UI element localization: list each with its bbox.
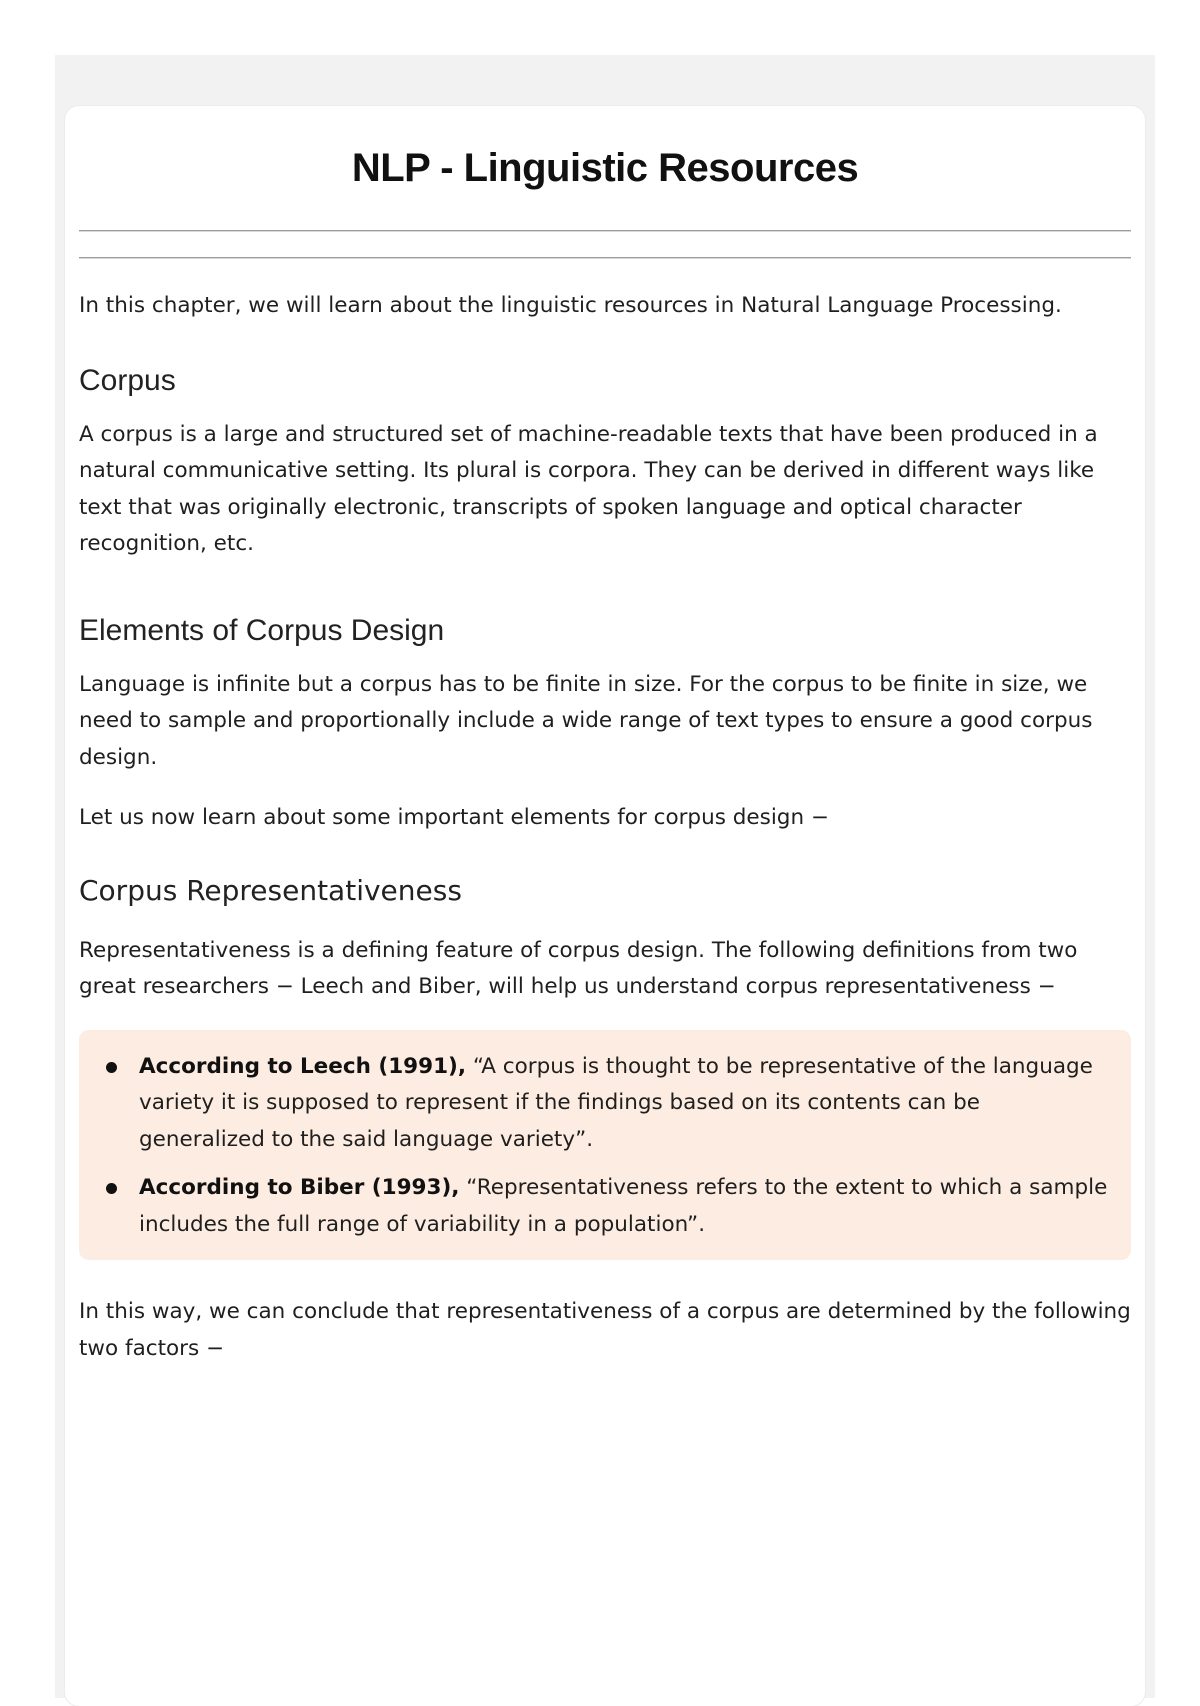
bullet-icon <box>106 1062 117 1073</box>
section-heading-representativeness: Corpus Representativeness <box>79 873 462 907</box>
title-divider-top <box>79 230 1131 231</box>
section-heading-corpus: Corpus <box>79 363 176 397</box>
corpus-paragraph: A corpus is a large and structured set of machine-readable texts that have been produced in a natural communicative setting. Its plural is corpora. They can be derived in different ways like text that was originally electronic, transcripts of spoken language and optical character recognition, etc. <box>79 421 1098 556</box>
definition-label: According to Biber (1993), <box>139 1175 460 1200</box>
section-heading-elements: Elements of Corpus Design <box>79 613 445 647</box>
definition-label: According to Leech (1991), <box>139 1053 467 1079</box>
bullet-icon <box>106 1183 117 1194</box>
definitions-list <box>99 1049 1111 1244</box>
elements-paragraph: Language is infinite but a corpus has to be finite in size. For the corpus to be finite in size, we need to sample and proportionally include a wide range of text types to ensure a good corpus design. <box>79 671 1093 770</box>
title-divider-bottom <box>79 257 1131 258</box>
page-title: NLP - Linguistic Resources <box>351 146 859 190</box>
article <box>79 106 1131 1367</box>
definition-text: “A corpus is thought to be representative of the language variety it is supposed to represent if the findings based on its contents can be generalized to the said language variety”. <box>139 1053 1093 1152</box>
conclusion-paragraph: In this way, we can conclude that representativeness of a corpus are determined by the following two factors − <box>79 1299 1131 1361</box>
intro-paragraph: In this chapter, we will learn about the linguistic resources in Natural Language Processing. <box>79 293 1062 318</box>
elements-lead-in: Let us now learn about some important elements for corpus design − <box>79 805 829 830</box>
definitions-callout <box>79 1030 1131 1261</box>
list-item <box>99 1049 1111 1159</box>
definition-text: “Representativeness refers to the extent to which a sample includes the full range of variability in a population”. <box>139 1175 1108 1237</box>
list-item <box>99 1170 1111 1243</box>
representativeness-paragraph: Representativeness is a defining feature of corpus design. The following definitions from two great researchers − Leech and Biber, will help us understand corpus representativeness − <box>79 937 1078 999</box>
